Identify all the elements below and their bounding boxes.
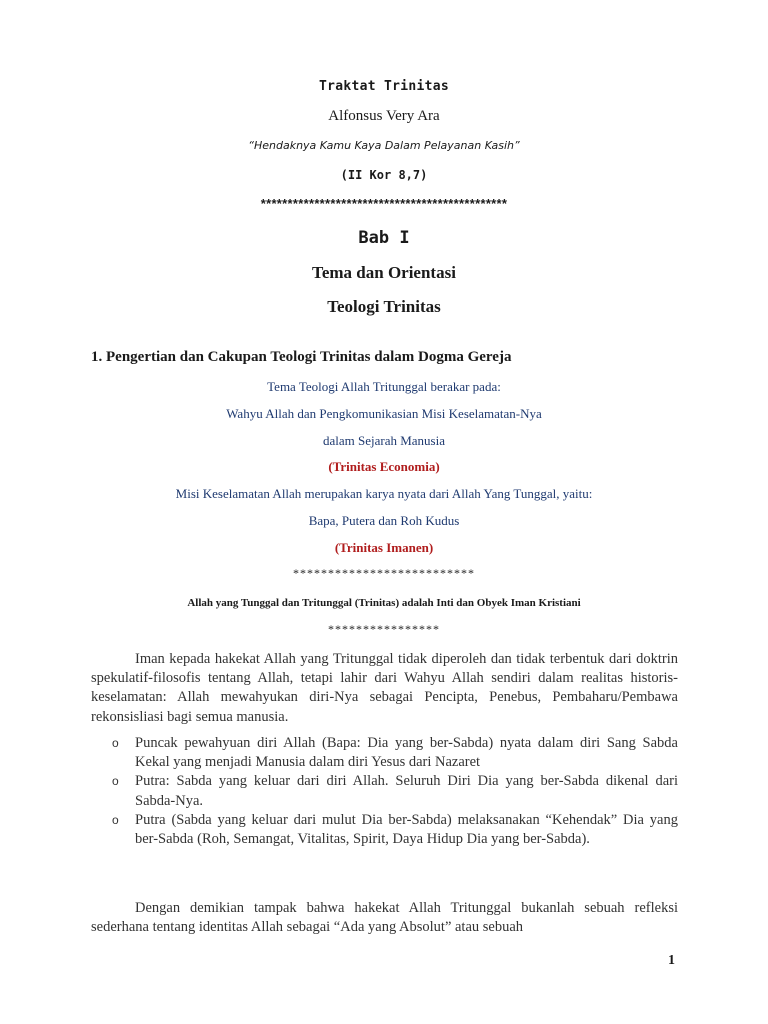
separator-stars-long: ************************** [293, 566, 475, 580]
paragraph-1-text: Iman kepada hakekat Allah yang Tritunggal tidak diperoleh dan tidak terbentuk dari doktrin spekulatif-filosofis tentang Allah, tetapi lahir dari Wahyu Allah sendiri dalam realitas historis-keselamatan: Allah mewahyukan diri-Nya sebagai Pencipta, Penebus, Pembaharu/Pembawa rekonsisliasi bagi semua manusia. [91, 651, 678, 725]
section-heading: 1. Pengertian dan Cakupan Teologi Trinitas dalam Dogma Gereja [91, 349, 512, 365]
separator-stars: ********************************************** [260, 196, 508, 211]
trinitas-economia-label: (Trinitas Economia) [328, 459, 440, 474]
document-title: Traktat Trinitas [318, 79, 450, 94]
statement-line-1: Tema Teologi Allah Tritunggal berakar pada: [267, 379, 501, 394]
list-item [91, 734, 678, 772]
paragraph-1 [91, 650, 678, 727]
chapter-subtitle-line2: Teologi Trinitas [327, 297, 441, 316]
page-number: 1 [668, 953, 675, 968]
list-item [91, 772, 678, 810]
list-item-text: Putra (Sabda yang keluar dari mulut Dia ber-Sabda) melaksanakan “Kehendak” Dia yang ber-Sabda (Roh, Semangat, Vitalitas, Spirit, Daya Hidup Dia yang ber-Sabda). [135, 811, 678, 848]
bullet-marker: o [112, 736, 119, 750]
bullet-marker: o [112, 774, 119, 789]
motto-quote: “Hendaknya Kamu Kaya Dalam Pelayanan Kasih” [248, 139, 520, 152]
paragraph-2 [91, 899, 678, 937]
list-item-text: Putra: Sabda yang keluar dari diri Allah. Seluruh Diri Dia yang ber-Sabda dikenal dari Sabda-Nya. [135, 773, 678, 809]
author-name: Alfonsus Very Ara [328, 108, 440, 124]
chapter-label: Bab I [358, 228, 410, 248]
statement-line-5: Bapa, Putera dan Roh Kudus [308, 513, 460, 528]
statement-line-4: Misi Keselamatan Allah merupakan karya nyata dari Allah Yang Tunggal, yaitu: [175, 486, 593, 501]
trinitas-imanen-label: (Trinitas Imanen) [334, 540, 434, 555]
core-statement: Allah yang Tunggal dan Tritunggal (Trinitas) adalah Inti dan Obyek Iman Kristiani [187, 597, 581, 609]
statement-line-2: Wahyu Allah dan Pengkomunikasian Misi Keselamatan-Nya [226, 406, 542, 421]
paragraph-2-text: Dengan demikian tampak bahwa hakekat Allah Tritunggal bukanlah sebuah refleksi sederhana tentang identitas Allah sebagai “Ada yang Absolut” atau sebuah [91, 900, 678, 936]
bullet-marker: o [112, 812, 119, 827]
chapter-subtitle-line1: Tema dan Orientasi [312, 263, 456, 282]
list-item [91, 811, 678, 849]
separator-stars-short: **************** [328, 622, 440, 636]
statement-line-3: dalam Sejarah Manusia [322, 433, 445, 448]
bullet-list [91, 734, 678, 849]
bible-reference: (II Kor 8,7) [340, 168, 428, 182]
list-item-text: Puncak pewahyuan diri Allah (Bapa: Dia yang ber-Sabda) nyata dalam diri Sang Sabda Kekal yang menjadi Manusia dalam diri Yesus dari Nazaret [135, 735, 678, 771]
